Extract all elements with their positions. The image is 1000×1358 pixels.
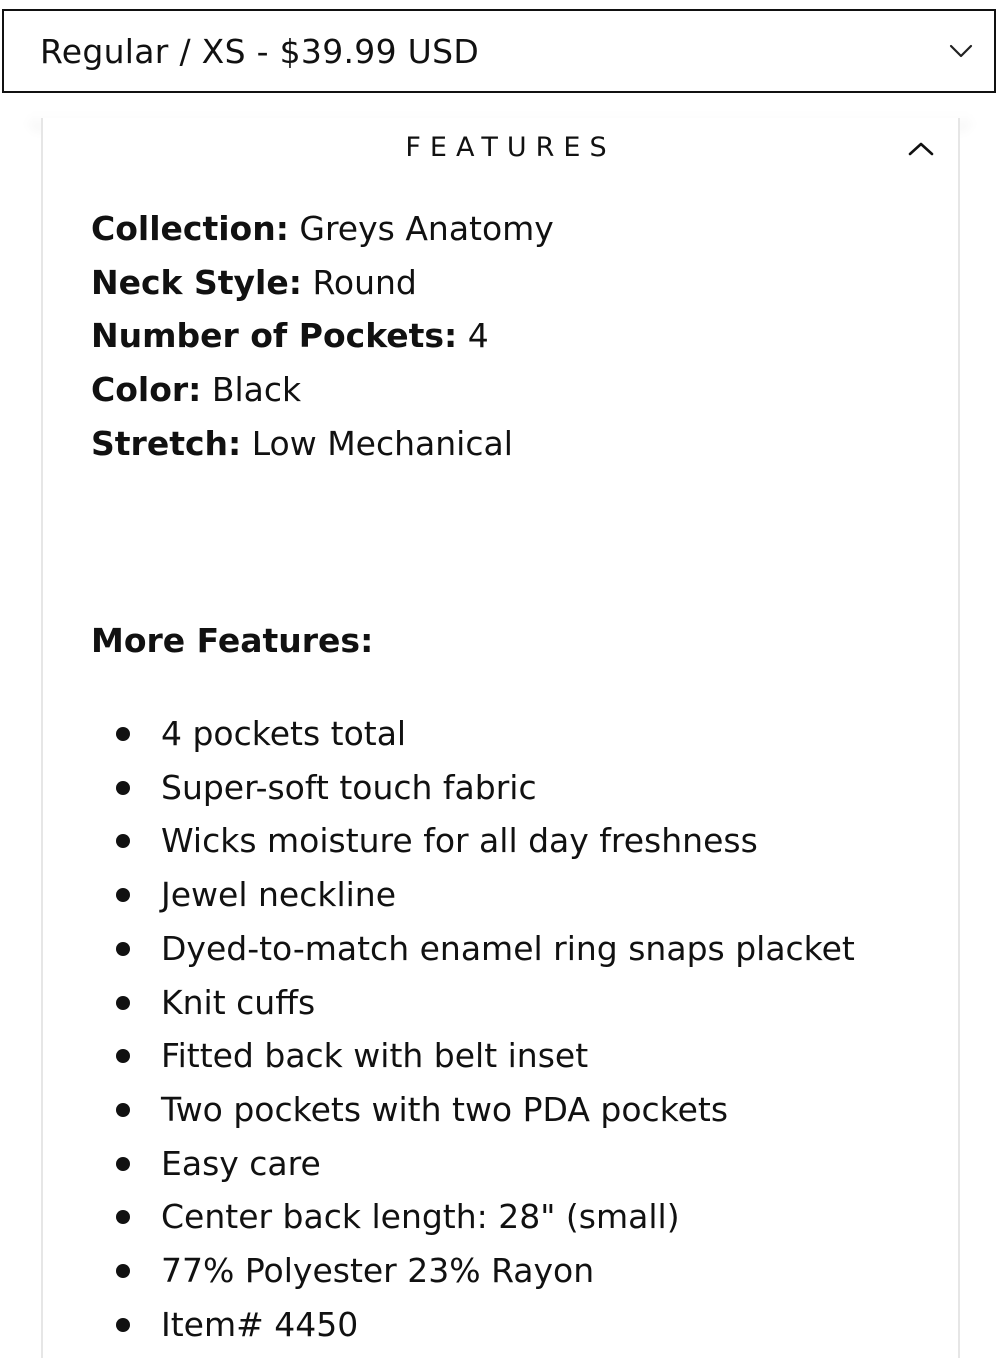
- spec-value: Low Mechanical: [241, 423, 513, 463]
- list-item: Knit cuffs: [161, 976, 861, 1030]
- list-item: Wicks moisture for all day freshness: [161, 814, 861, 868]
- spec-value: Black: [201, 370, 302, 410]
- features-title: FEATURES: [405, 132, 616, 163]
- list-item: Easy care: [161, 1137, 861, 1191]
- features-accordion-header[interactable]: [43, 118, 958, 182]
- chevron-up-icon[interactable]: [906, 134, 936, 164]
- list-item: Dyed-to-match enamel ring snaps placket: [161, 922, 861, 976]
- list-item: Super-soft touch fabric: [161, 761, 861, 815]
- spec-label: Collection:: [91, 209, 289, 248]
- more-features-heading: More Features:: [91, 621, 374, 660]
- list-item: Center back length: 28" (small): [161, 1190, 861, 1244]
- list-item: Fitted back with belt inset: [161, 1029, 861, 1083]
- list-item: Two pockets with two PDA pockets: [161, 1083, 861, 1137]
- spec-row-stretch: [91, 417, 554, 471]
- spec-list: [91, 202, 554, 471]
- chevron-down-icon[interactable]: [948, 38, 974, 64]
- spec-label: Number of Pockets:: [91, 316, 458, 356]
- more-features-list: [161, 707, 861, 1351]
- spec-value: 4: [457, 316, 489, 356]
- spec-row-collection: [91, 202, 554, 256]
- list-item: 77% Polyester 23% Rayon: [161, 1244, 861, 1298]
- spec-row-pockets: [91, 309, 554, 363]
- spec-label: Neck Style:: [91, 262, 302, 302]
- spec-value: Round: [301, 262, 417, 302]
- list-item: Jewel neckline: [161, 868, 861, 922]
- variant-select[interactable]: [2, 9, 996, 93]
- spec-label: Color:: [91, 370, 202, 410]
- spec-row-color: [91, 363, 554, 417]
- list-item: 4 pockets total: [161, 707, 861, 761]
- spec-label: Stretch:: [91, 423, 242, 463]
- spec-row-neck-style: [91, 256, 554, 310]
- list-item: Item# 4450: [161, 1298, 861, 1352]
- variant-select-value: Regular / XS - $39.99 USD: [40, 31, 480, 71]
- features-panel: [41, 118, 960, 1358]
- spec-value: Greys Anatomy: [288, 209, 554, 248]
